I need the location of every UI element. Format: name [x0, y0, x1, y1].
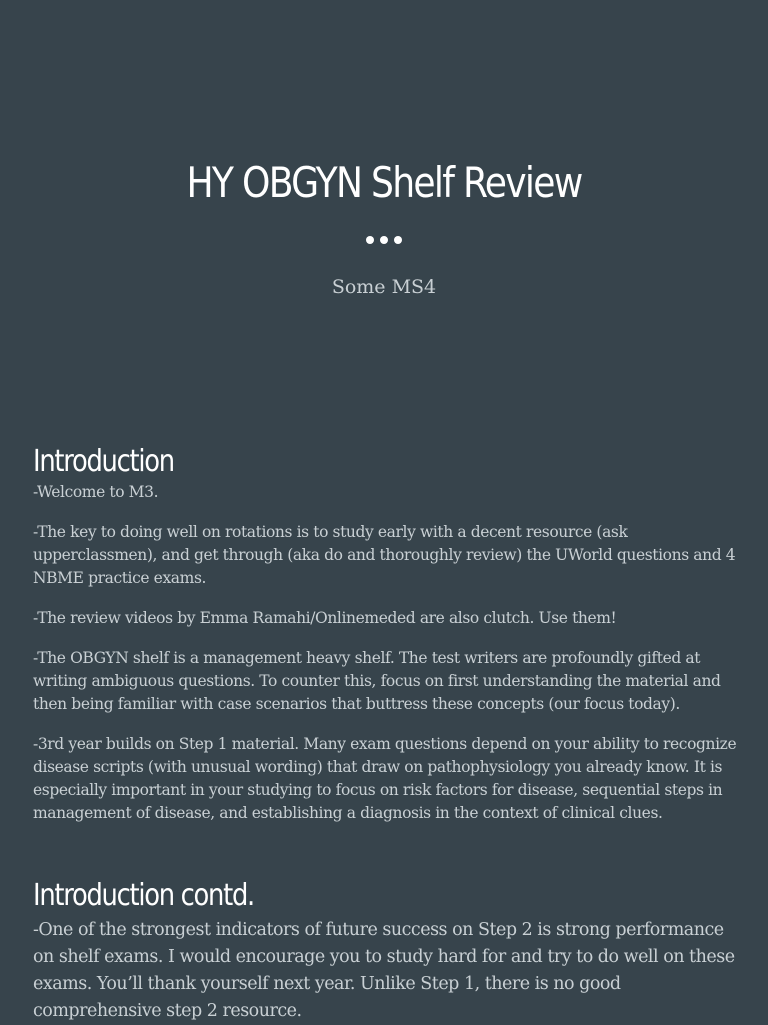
introduction-paragraph: -The key to doing well on rotations is to study early with a decent resource (ask upperclassmen), and get through (aka do and thoroughly review) the UWorld questions and 4 NBME practice exams. [33, 523, 736, 587]
divider-dot [366, 236, 374, 244]
introduction-paragraph: -The review videos by Emma Ramahi/Onlinemeded are also clutch. Use them! [33, 609, 617, 627]
introduction-heading: Introduction [33, 444, 174, 479]
presentation-title: HY OBGYN Shelf Review [186, 158, 582, 207]
divider-dot [380, 236, 388, 244]
introduction-paragraph: -3rd year builds on Step 1 material. Many exam questions depend on your ability to recognize disease scripts (with unusual wording) that draw on pathophysiology you already know. It is especially important in your studying to focus on risk factors for disease, sequential steps in management of disease, and establishing a diagnosis in the context of clinical clues. [33, 735, 737, 822]
ellipsis-divider [0, 236, 768, 244]
presentation-subtitle: Some MS4 [331, 276, 437, 298]
introduction-contd-slide [0, 878, 768, 1025]
introduction-paragraph: -The OBGYN shelf is a management heavy shelf. The test writers are profoundly gifted at writing ambiguous questions. To counter this, focus on first understanding the material and then being familiar with case scenarios that buttress these concepts (our focus today). [33, 649, 721, 713]
title-slide [0, 0, 768, 420]
introduction-paragraph: -Welcome to M3. [33, 483, 159, 501]
introduction-slide [0, 444, 768, 842]
introduction-contd-heading: Introduction contd. [33, 878, 254, 913]
divider-dot [394, 236, 402, 244]
introduction-contd-paragraph: -One of the strongest indicators of future success on Step 2 is strong performance on shelf exams. I would encourage you to study hard for and try to do well on these exams. You’ll thank yourself next year. Unlike Step 1, there is no good comprehensive step 2 resource. [33, 920, 735, 1021]
